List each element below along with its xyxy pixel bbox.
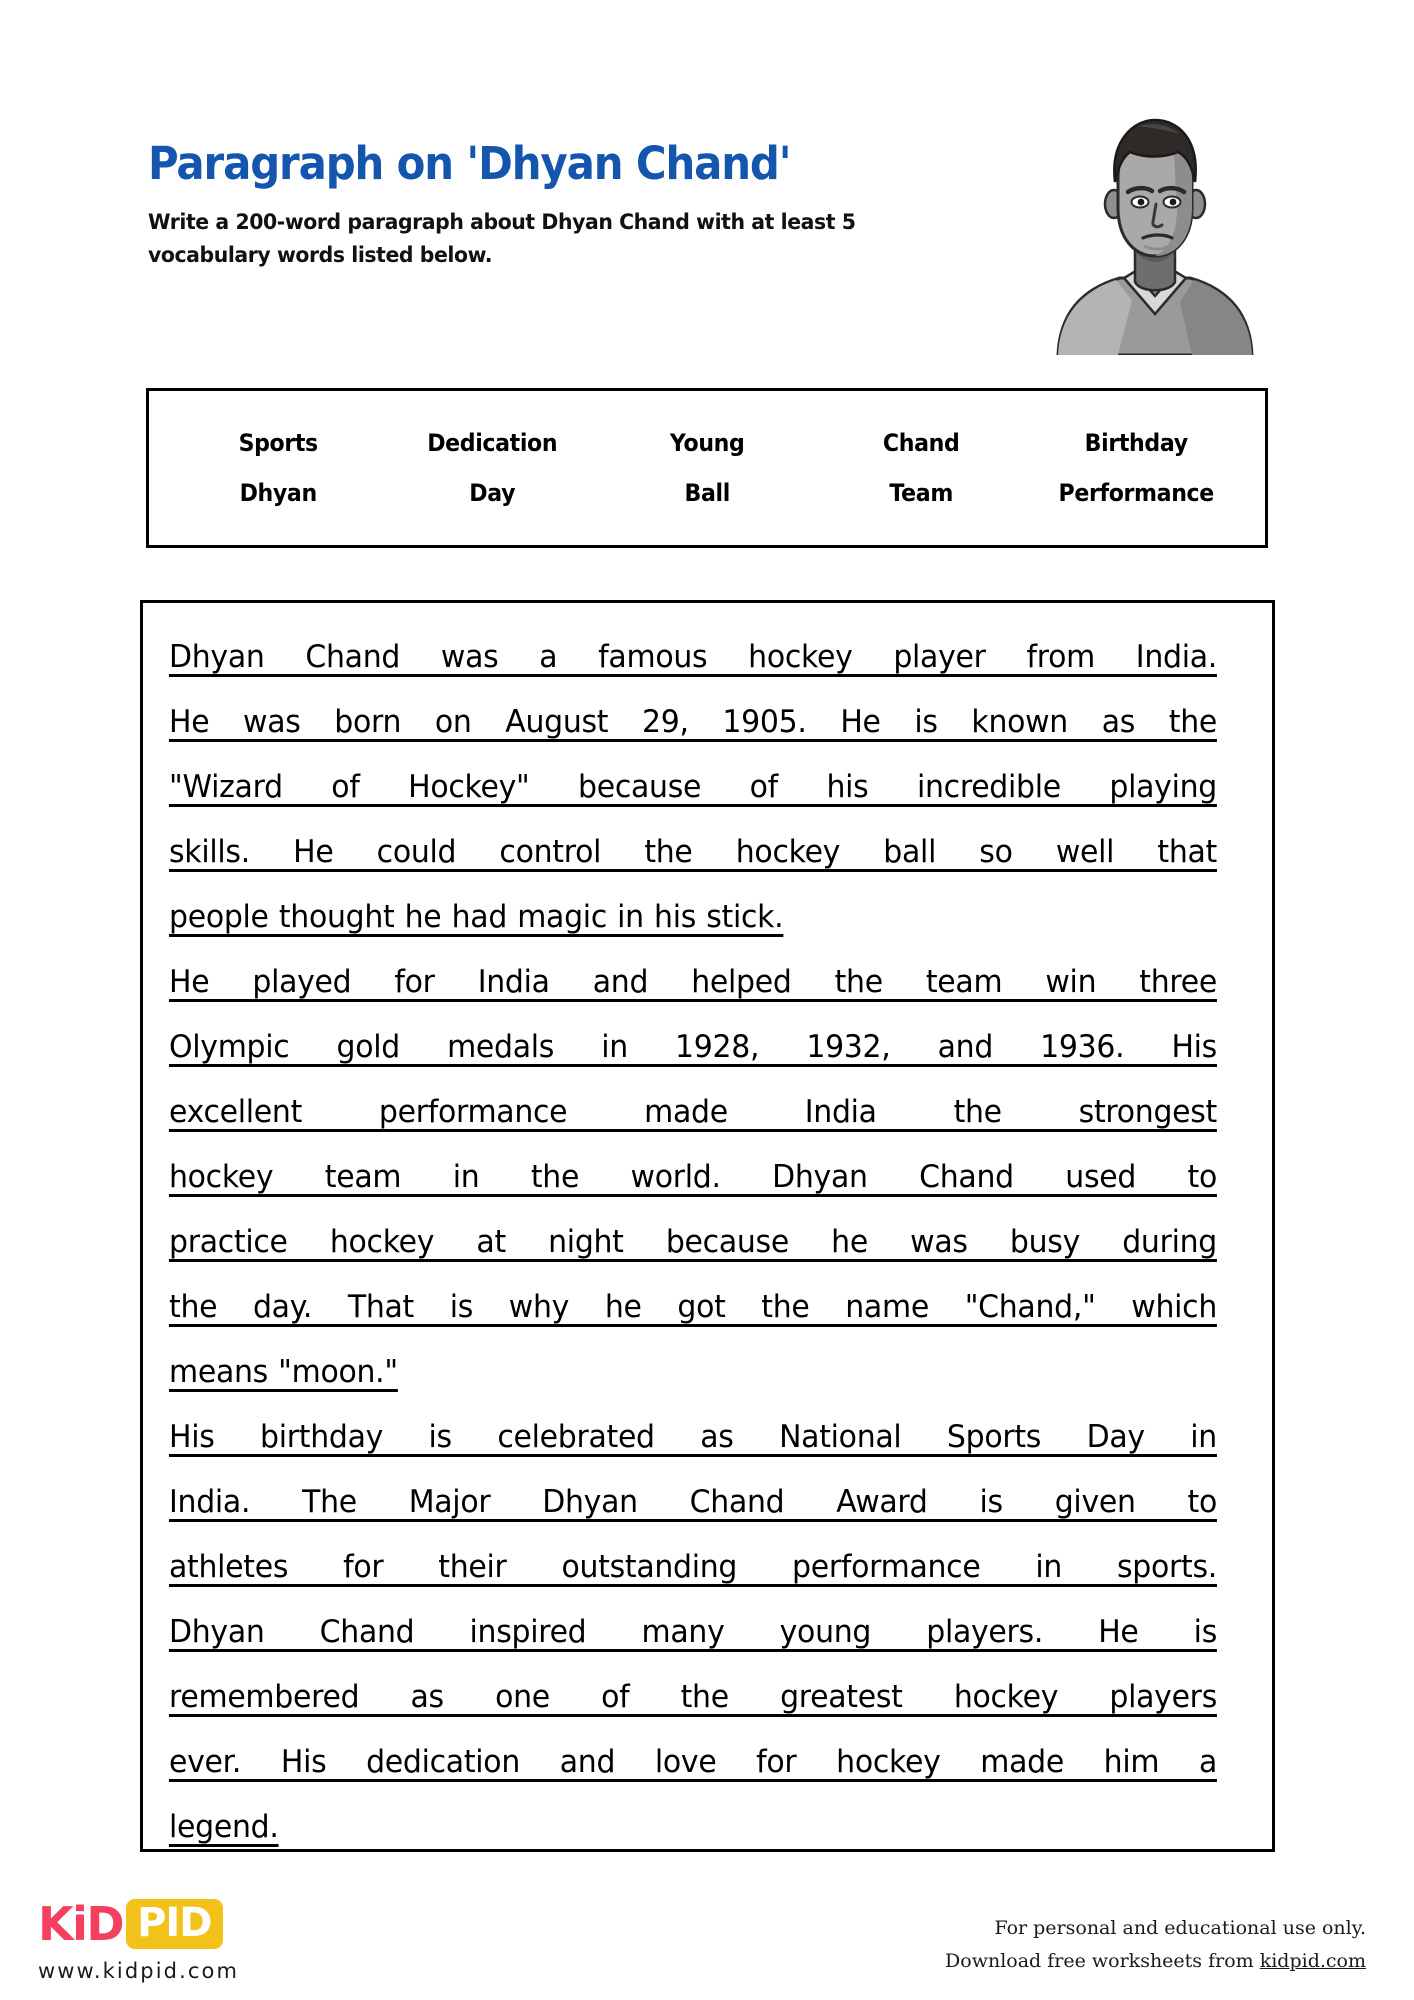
answer-line: means "moon." bbox=[169, 1354, 398, 1390]
answer-line: "Wizard of Hockey" because of his incredible playing bbox=[169, 769, 1217, 805]
vocabulary-word: Sports bbox=[238, 429, 318, 457]
answer-line: remembered as one of the greatest hockey players bbox=[169, 1679, 1217, 1715]
footer-usage-note bbox=[945, 1912, 1366, 1977]
vocabulary-word: Performance bbox=[1058, 479, 1214, 507]
footer-note-prefix: Download free worksheets from bbox=[945, 1949, 1260, 1972]
answer-line: Dhyan Chand inspired many young players. He is bbox=[169, 1614, 1217, 1650]
answer-line: legend. bbox=[169, 1809, 279, 1845]
answer-line: practice hockey at night because he was busy during bbox=[169, 1224, 1217, 1260]
answer-line: excellent performance made India the strongest bbox=[169, 1094, 1217, 1130]
answer-line: India. The Major Dhyan Chand Award is given to bbox=[169, 1484, 1217, 1520]
footer-note-line2 bbox=[945, 1945, 1366, 1978]
logo-pid-badge: PID bbox=[126, 1899, 222, 1949]
footer-note-line1: For personal and educational use only. bbox=[994, 1917, 1366, 1939]
answer-line: skills. He could control the hockey ball so well that bbox=[169, 834, 1217, 870]
answer-line: ever. His dedication and love for hockey made him a bbox=[169, 1744, 1217, 1780]
page-instructions: Write a 200-word paragraph about Dhyan Chand with at least 5 vocabulary words listed below. bbox=[148, 210, 856, 268]
vocabulary-row bbox=[171, 479, 1243, 507]
answer-line: His birthday is celebrated as National Sports Day in bbox=[169, 1419, 1217, 1455]
vocabulary-word: Ball bbox=[684, 479, 730, 507]
logo-website-url[interactable]: www.kidpid.com bbox=[38, 1959, 240, 1983]
worksheet-header bbox=[148, 137, 1048, 273]
vocabulary-word: Chand bbox=[883, 429, 960, 457]
answer-line: hockey team in the world. Dhyan Chand used to bbox=[169, 1159, 1217, 1195]
answer-line: athletes for their outstanding performance in sports. bbox=[169, 1549, 1217, 1585]
answer-line: the day. That is why he got the name "Chand," which bbox=[169, 1289, 1217, 1325]
vocabulary-word: Team bbox=[889, 479, 954, 507]
vocabulary-word: Day bbox=[469, 479, 516, 507]
vocabulary-word: Birthday bbox=[1084, 429, 1188, 457]
vocabulary-word: Dedication bbox=[427, 429, 558, 457]
vocabulary-word: Dhyan bbox=[239, 479, 317, 507]
logo-kid-text: KiD bbox=[38, 1897, 124, 1951]
logo-wordmark bbox=[38, 1898, 368, 1950]
answer-line: Dhyan Chand was a famous hockey player from India. bbox=[169, 639, 1217, 675]
kidpid-link[interactable]: kidpid.com bbox=[1259, 1949, 1366, 1972]
answer-line: people thought he had magic in his stick. bbox=[169, 899, 784, 935]
answer-line: He played for India and helped the team win three bbox=[169, 964, 1217, 1000]
vocabulary-row bbox=[171, 429, 1243, 457]
vocabulary-word-bank bbox=[146, 388, 1268, 548]
answer-paragraph-text bbox=[169, 625, 1217, 1852]
page-title: Paragraph on 'Dhyan Chand' bbox=[148, 137, 791, 190]
kidpid-logo[interactable] bbox=[38, 1898, 368, 1983]
vocabulary-word: Young bbox=[669, 429, 745, 457]
dhyan-chand-portrait-image bbox=[1040, 100, 1270, 355]
answer-writing-area[interactable] bbox=[140, 600, 1275, 1852]
answer-line: Olympic gold medals in 1928, 1932, and 1936. His bbox=[169, 1029, 1217, 1065]
answer-line: He was born on August 29, 1905. He is known as the bbox=[169, 704, 1217, 740]
